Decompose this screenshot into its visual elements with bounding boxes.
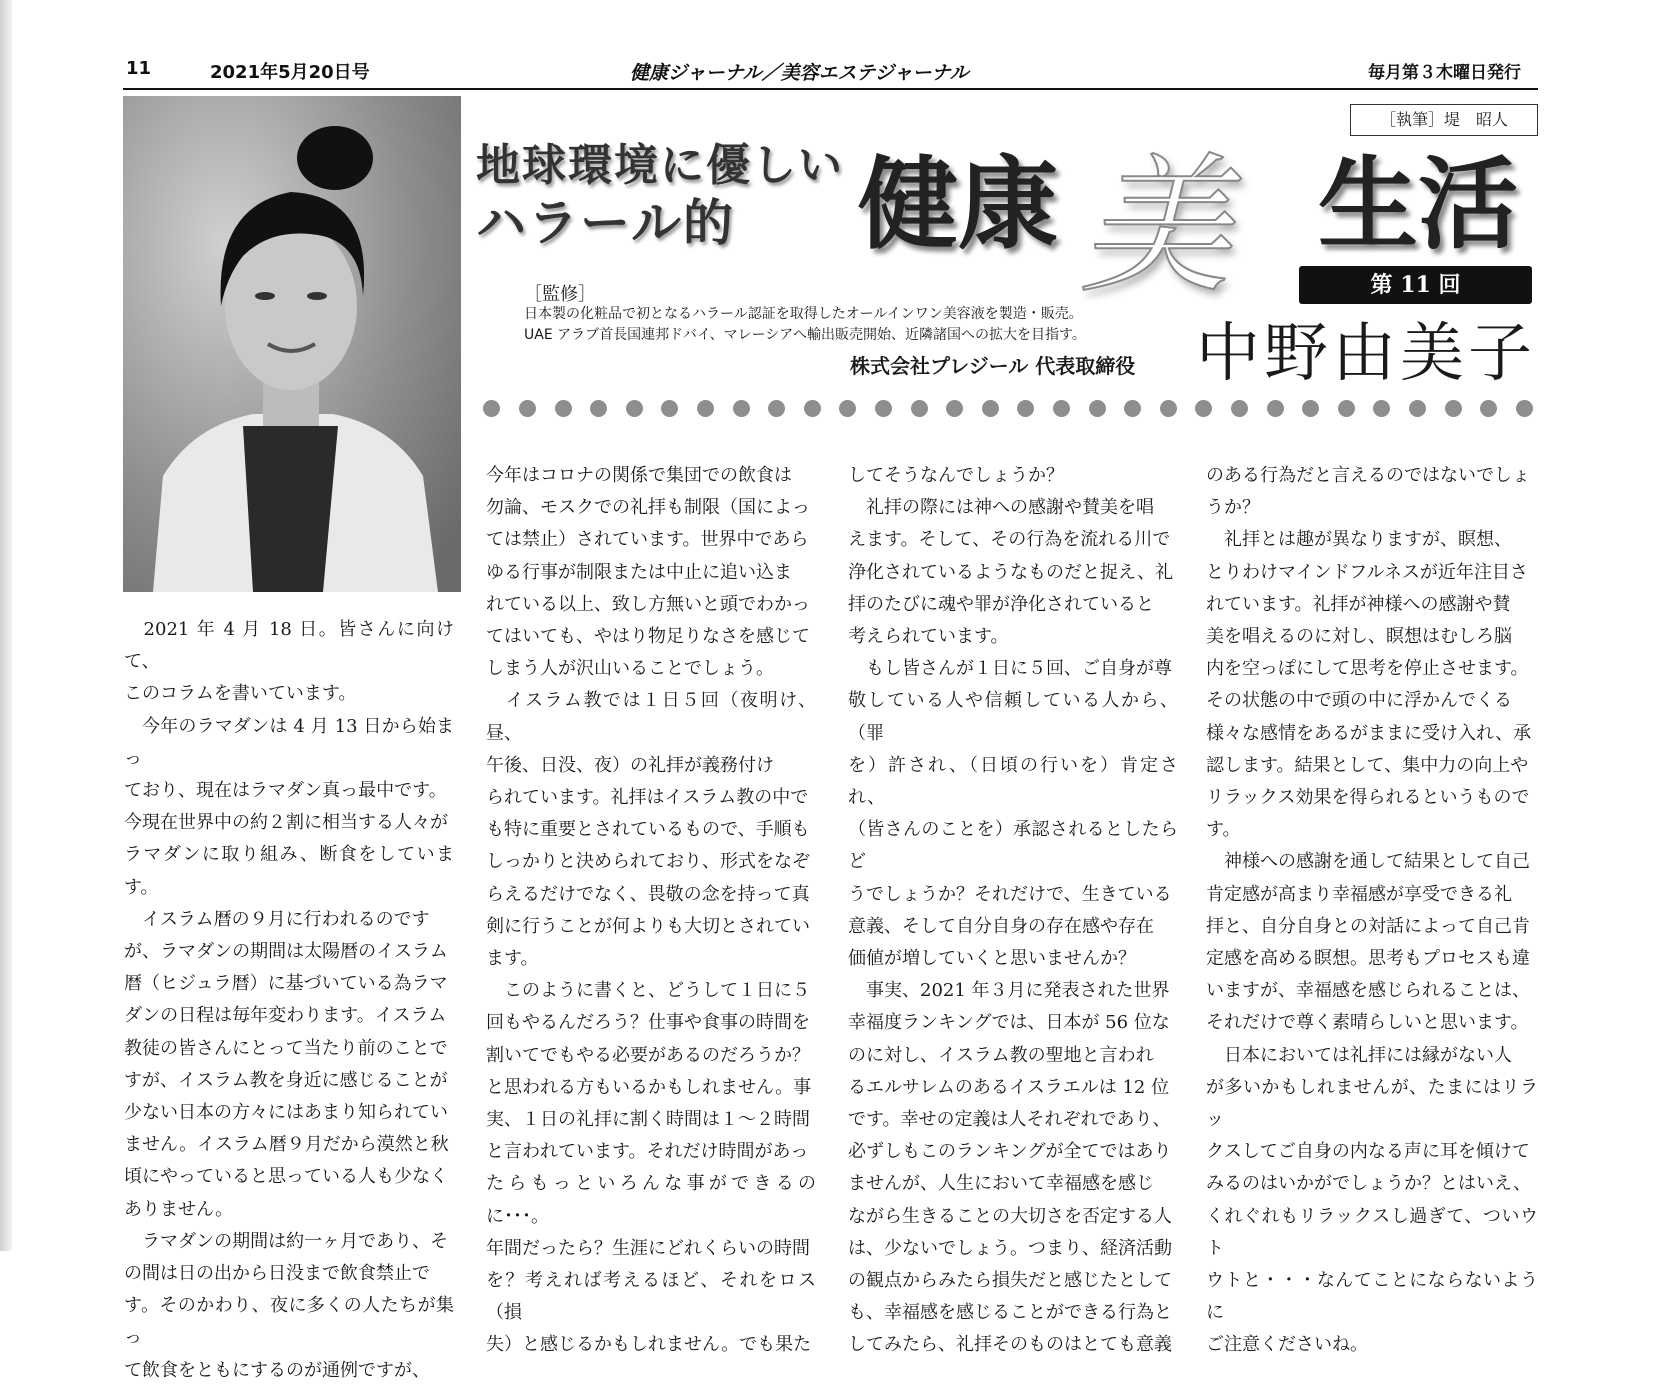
divider-dot: [519, 400, 536, 417]
divider-dot: [1053, 400, 1070, 417]
divider-dot: [697, 400, 714, 417]
supervisor-name: 中野由美子: [1196, 317, 1536, 391]
page-number: 11: [126, 58, 152, 79]
divider-dot: [839, 400, 856, 417]
divider-dot: [1409, 400, 1426, 417]
issue-date: 2021年5月20日号: [210, 62, 370, 83]
divider-dot: [1338, 400, 1355, 417]
divider-dot: [1017, 400, 1034, 417]
divider-dot: [661, 400, 678, 417]
article-column-2: 今年はコロナの関係で集団での飲食は 勿論、モスクでの礼拝も制限（国によっ ては禁止）されています。世界中であら ゆる行事が制限または中止に追い込ま れている以上、致し方無いと頭でわかっ てはいても、やはり物足りなさを感じて しまう人が沢山いることでしょう。 イスラム教では１日５回（夜明け、昼、 午後、日没、夜）の礼拝が義務付け られています。礼拝はイスラム教の中で も特に重要とされているもので、手順も しっかりと決められており、形式をなぞ らえるだけでなく、畏敬の念を持って真 剣に行うことが何よりも大切とされてい ます。 このように書くと、どうして１日に５ 回もやるんだろう？仕事や食事の時間を 割いてでもやる必要があるのだろうか？ と思われる方もいるかもしれません。事 実、１日の礼拝に割く時間は１〜２時間 と言われています。それだけ時間があっ たらもっといろんな事ができるのに･･･。 年間だったら？生涯にどれくらいの時間 を？考えれば考えるほど、それをロス（損 失）と感じるかもしれません。でも果た: [486, 465, 816, 1356]
divider-dot: [982, 400, 999, 417]
page-edge: [0, 0, 12, 1251]
episode-badge: 第 11 回: [1299, 266, 1532, 304]
divider-dot: [626, 400, 643, 417]
title-line-1: 地球環境に優しい: [476, 140, 844, 191]
header-rule: [123, 88, 1538, 90]
divider-dot: [1267, 400, 1284, 417]
title-line-2: ハラール的: [476, 194, 735, 252]
article-column-4: のある行為だと言えるのではないでしょ うか？ 礼拝とは趣が異なりますが、瞑想、 とりわけマインドフルネスが近年注目さ れています。礼拝が神様への感謝や賛 美を唱えるのに対し、瞑想はむしろ脳 内を空っぽにして思考を停止させます。 その状態の中で頭の中に浮かんでくる 様々な感情をあるがままに受け入れ、承 認します。結果として、集中力の向上や リラックス効果を得られるというもので す。 神様への感謝を通して結果として自己 肯定感が高まり幸福感が享受できる礼 拝と、自分自身との対話によって自己肯 定感を高める瞑想。思考もプロセスも違 いますが、幸福感を感じられることは、 それだけで尊く素晴らしいと思います。 日本においては礼拝には縁がない人 が多いかもしれませんが、たまにはリラッ クスしてご自身の内なる声に耳を傾けて みるのはいかがでしょうか？とはいえ、 くれぐれもリラックスし過ぎて、ついウト ウトと・・・なんてことにならないように ご注意くださいね。: [1206, 465, 1538, 1356]
supervisor-description: [524, 304, 1164, 346]
divider-dot: [875, 400, 892, 417]
divider-dot: [946, 400, 963, 417]
divider-dot: [1124, 400, 1141, 417]
divider-dot: [483, 400, 500, 417]
publication-schedule: 毎月第３木曜日発行: [1368, 63, 1521, 83]
divider-dot: [911, 400, 928, 417]
article-column-1: 2021 年 4 月 18 日。皆さんに向けて、 このコラムを書いています。 今年のラマダンは 4 月 13 日から始まっ ており、現在はラマダン真っ最中です。 今現在世界中の約２割に相当する人々が ラマダンに取り組み、断食をしています。 イスラム暦の９月に行われるのです が、ラマダンの期間は太陽暦のイスラム 暦（ヒジュラ暦）に基づいている為ラマ ダンの日程は毎年変わります。イスラム 教徒の皆さんにとって当たり前のことで すが、イスラム教を身近に感じることが 少ない日本の方々にはあまり知られてい ません。イスラム暦９月だから漠然と秋 頃にやっていると思っている人も少なく ありません。 ラマダンの期間は約一ヶ月であり、そ の間は日の出から日没まで飲食禁止で す。そのかわり、夜に多くの人たちが集っ て飲食をともにするのが通例ですが、: [124, 619, 454, 1381]
divider-dot: [1373, 400, 1390, 417]
supervisor-desc-line-2: UAE アラブ首長国連邦ドバイ、マレーシアへ輸出販売開始、近隣諸国への拡大を目指す。: [524, 327, 1086, 343]
divider-dot: [733, 400, 750, 417]
divider-dot: [1302, 400, 1319, 417]
title-main-seikatsu: 生活: [1318, 146, 1518, 263]
divider-dot: [1445, 400, 1462, 417]
title-main-kenko: 健康: [858, 146, 1058, 263]
divider-dot: [555, 400, 572, 417]
divider-dot: [1089, 400, 1106, 417]
article-column-3: してそうなんでしょうか？ 礼拝の際には神への感謝や賛美を唱 えます。そして、その行為を流れる川で 浄化されているようなものだと捉え、礼 拝のたびに魂や罪が浄化されていると 考えられています。 もし皆さんが１日に５回、ご自身が尊 敬している人や信頼している人から、（罪 を）許され、（日頃の行いを）肯定され、 （皆さんのことを）承認されるとしたらど うでしょうか？それだけで、生きている 意義、そして自分自身の存在感や存在 価値が増していくと思いませんか？ 事実、2021 年３月に発表された世界 幸福度ランキングでは、日本が 56 位な のに対し、イスラム教の聖地と言われ るエルサレムのあるイスラエルは 12 位 です。幸せの定義は人それぞれであり、 必ずしもこのランキングが全てではあり ませんが、人生において幸福感を感じ ながら生きることの大切さを否定する人 は、少ないでしょう。つまり、経済活動 の観点からみたら損失だと感じたとして も、幸福感を感じることができる行為と してみたら、礼拝そのものはとても意義: [848, 465, 1178, 1356]
divider-dot: [590, 400, 607, 417]
dotted-divider: [474, 400, 1542, 420]
divider-dot: [1195, 400, 1212, 417]
publication-title: 健康ジャーナル／美容エステジャーナル: [630, 62, 969, 84]
divider-dot: [1231, 400, 1248, 417]
supervisor-desc-line-1: 日本製の化粧品で初となるハラール認証を取得したオールインワン美容液を製造・販売。: [524, 306, 1083, 322]
writer-credit: ［執筆］堤 昭人: [1350, 104, 1538, 136]
divider-dot: [768, 400, 785, 417]
author-portrait-photo: [123, 96, 461, 592]
supervisor-company: 株式会社プレジール 代表取締役: [850, 354, 1136, 378]
divider-dot: [1160, 400, 1177, 417]
divider-dot: [1516, 400, 1533, 417]
divider-dot: [1480, 400, 1497, 417]
supervisor-label: ［監修］: [524, 284, 596, 305]
divider-dot: [804, 400, 821, 417]
title-main-bi: 美: [1080, 140, 1231, 314]
